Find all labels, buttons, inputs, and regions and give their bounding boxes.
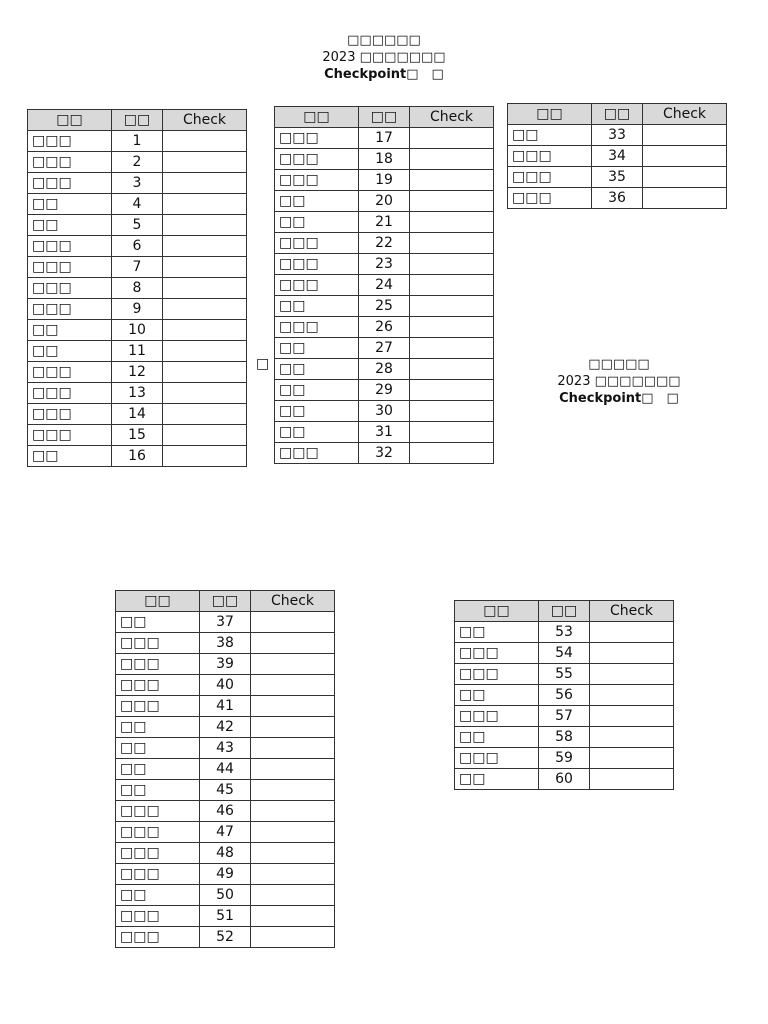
table-row	[455, 748, 674, 769]
number-cell: 31	[359, 422, 410, 443]
check-cell[interactable]	[590, 706, 674, 727]
name-cell: □□□	[28, 425, 112, 446]
table-row	[116, 696, 335, 717]
number-cell: 48	[200, 843, 251, 864]
heading-checkpoint: Checkpoint□ □	[559, 391, 679, 406]
check-cell[interactable]	[163, 215, 247, 236]
table-row	[275, 422, 494, 443]
name-cell: □□□	[508, 167, 592, 188]
roster-table-3	[507, 103, 727, 209]
check-cell[interactable]	[251, 759, 335, 780]
roster-table-2	[274, 106, 494, 464]
table-row	[116, 927, 335, 948]
check-column-header: Check	[643, 104, 727, 125]
number-cell: 59	[539, 748, 590, 769]
name-cell: □□□	[455, 706, 539, 727]
check-cell[interactable]	[410, 401, 494, 422]
name-cell: □□	[116, 612, 200, 633]
number-cell: 50	[200, 885, 251, 906]
table-row	[116, 738, 335, 759]
check-cell[interactable]	[410, 380, 494, 401]
name-cell: □□	[28, 215, 112, 236]
table-row	[28, 194, 247, 215]
table-row	[275, 149, 494, 170]
number-cell: 23	[359, 254, 410, 275]
table-row	[116, 906, 335, 927]
number-cell: 19	[359, 170, 410, 191]
table-row	[275, 128, 494, 149]
number-column-header: □□	[359, 107, 410, 128]
check-cell[interactable]	[163, 383, 247, 404]
check-cell[interactable]	[410, 422, 494, 443]
table-row	[455, 643, 674, 664]
table-row	[275, 254, 494, 275]
table-row	[275, 317, 494, 338]
table-row	[275, 338, 494, 359]
name-cell: □□□	[28, 383, 112, 404]
number-cell: 58	[539, 727, 590, 748]
table-row	[116, 633, 335, 654]
number-cell: 11	[112, 341, 163, 362]
table-row	[28, 383, 247, 404]
check-cell[interactable]	[643, 125, 727, 146]
check-cell[interactable]	[163, 425, 247, 446]
heading-title: □□□□□□	[347, 33, 421, 48]
table-row	[28, 278, 247, 299]
number-cell: 14	[112, 404, 163, 425]
table-row	[28, 362, 247, 383]
name-cell: □□□	[28, 173, 112, 194]
check-cell[interactable]	[163, 236, 247, 257]
name-cell: □□	[116, 780, 200, 801]
check-cell[interactable]	[410, 338, 494, 359]
table-row	[275, 296, 494, 317]
name-cell: □□□	[116, 843, 200, 864]
table-header-row	[455, 601, 674, 622]
name-cell: □□	[116, 717, 200, 738]
number-cell: 43	[200, 738, 251, 759]
number-cell: 57	[539, 706, 590, 727]
table-row	[116, 843, 335, 864]
name-cell: □□□	[28, 236, 112, 257]
name-cell: □□□	[275, 170, 359, 191]
number-cell: 7	[112, 257, 163, 278]
number-cell: 5	[112, 215, 163, 236]
table-row	[275, 233, 494, 254]
name-cell: □□	[116, 885, 200, 906]
check-cell[interactable]	[410, 212, 494, 233]
number-cell: 28	[359, 359, 410, 380]
table-row	[28, 425, 247, 446]
name-cell: □□	[455, 622, 539, 643]
table-row	[116, 717, 335, 738]
name-cell: □□	[116, 738, 200, 759]
number-cell: 27	[359, 338, 410, 359]
number-column-header: □□	[539, 601, 590, 622]
name-cell: □□□	[455, 643, 539, 664]
name-cell: □□□	[28, 131, 112, 152]
table-row	[28, 236, 247, 257]
table-row	[508, 167, 727, 188]
check-cell[interactable]	[163, 194, 247, 215]
check-cell[interactable]	[410, 191, 494, 212]
name-cell: □□□	[275, 317, 359, 338]
table-row	[116, 654, 335, 675]
number-cell: 10	[112, 320, 163, 341]
name-cell: □□□	[275, 149, 359, 170]
number-cell: 29	[359, 380, 410, 401]
table-row	[275, 191, 494, 212]
name-cell: □□□	[28, 152, 112, 173]
table-row	[116, 759, 335, 780]
number-cell: 41	[200, 696, 251, 717]
heading-title: □□□□□	[588, 357, 650, 372]
table-row	[508, 125, 727, 146]
check-column-header: Check	[410, 107, 494, 128]
number-cell: 42	[200, 717, 251, 738]
check-cell[interactable]	[251, 612, 335, 633]
check-cell[interactable]	[251, 822, 335, 843]
number-cell: 34	[592, 146, 643, 167]
name-cell: □□	[455, 685, 539, 706]
number-cell: 33	[592, 125, 643, 146]
check-cell[interactable]	[251, 696, 335, 717]
check-cell[interactable]	[251, 906, 335, 927]
name-cell: □□	[28, 320, 112, 341]
name-cell: □□□	[28, 257, 112, 278]
table-row	[28, 152, 247, 173]
number-cell: 32	[359, 443, 410, 464]
table-row	[455, 664, 674, 685]
name-cell: □□	[275, 191, 359, 212]
check-cell[interactable]	[410, 233, 494, 254]
check-cell[interactable]	[590, 769, 674, 790]
number-cell: 8	[112, 278, 163, 299]
check-cell[interactable]	[251, 864, 335, 885]
name-cell: □□	[275, 296, 359, 317]
table-row	[28, 446, 247, 467]
check-cell[interactable]	[590, 622, 674, 643]
check-cell[interactable]	[590, 664, 674, 685]
number-cell: 60	[539, 769, 590, 790]
checkpoint-heading-right	[519, 356, 719, 407]
table-row	[116, 864, 335, 885]
name-cell: □□□	[275, 254, 359, 275]
check-cell[interactable]	[163, 173, 247, 194]
number-cell: 25	[359, 296, 410, 317]
name-column-header: □□	[508, 104, 592, 125]
check-cell[interactable]	[251, 675, 335, 696]
number-cell: 6	[112, 236, 163, 257]
table-row	[455, 727, 674, 748]
name-cell: □□□	[116, 822, 200, 843]
number-cell: 22	[359, 233, 410, 254]
number-cell: 53	[539, 622, 590, 643]
roster-table-1	[27, 109, 247, 467]
check-cell[interactable]	[251, 738, 335, 759]
roster-table-5	[454, 600, 674, 790]
number-cell: 52	[200, 927, 251, 948]
number-cell: 46	[200, 801, 251, 822]
table-row	[116, 822, 335, 843]
roster-table-4	[115, 590, 335, 948]
check-cell[interactable]	[410, 359, 494, 380]
check-cell[interactable]	[590, 685, 674, 706]
table-row	[28, 341, 247, 362]
name-cell: □□	[508, 125, 592, 146]
number-cell: 45	[200, 780, 251, 801]
check-cell[interactable]	[590, 727, 674, 748]
check-cell[interactable]	[163, 320, 247, 341]
name-cell: □□	[28, 446, 112, 467]
table-row	[116, 801, 335, 822]
name-cell: □□□	[28, 299, 112, 320]
number-cell: 51	[200, 906, 251, 927]
check-cell[interactable]	[410, 149, 494, 170]
check-cell[interactable]	[643, 188, 727, 209]
table-header-row	[116, 591, 335, 612]
name-column-header: □□	[275, 107, 359, 128]
check-column-header: Check	[163, 110, 247, 131]
table-row	[116, 675, 335, 696]
table-row	[275, 380, 494, 401]
number-cell: 18	[359, 149, 410, 170]
heading-subtitle: 2023 □□□□□□□	[322, 50, 446, 65]
table-row	[275, 401, 494, 422]
table-row	[116, 612, 335, 633]
name-cell: □□□	[455, 664, 539, 685]
table-row	[455, 622, 674, 643]
name-cell: □□	[275, 422, 359, 443]
check-cell[interactable]	[410, 170, 494, 191]
heading-subtitle: 2023 □□□□□□□	[557, 374, 681, 389]
name-cell: □□□	[28, 404, 112, 425]
number-cell: 21	[359, 212, 410, 233]
name-cell: □□	[275, 212, 359, 233]
table-row	[116, 885, 335, 906]
number-cell: 1	[112, 131, 163, 152]
check-cell[interactable]	[251, 885, 335, 906]
name-cell: □□□	[508, 146, 592, 167]
number-cell: 2	[112, 152, 163, 173]
table-row	[275, 170, 494, 191]
check-cell[interactable]	[410, 254, 494, 275]
check-cell[interactable]	[643, 167, 727, 188]
table-row	[275, 359, 494, 380]
name-column-header: □□	[455, 601, 539, 622]
number-cell: 35	[592, 167, 643, 188]
name-cell: □□□	[28, 362, 112, 383]
check-cell[interactable]	[163, 278, 247, 299]
number-cell: 39	[200, 654, 251, 675]
number-cell: 54	[539, 643, 590, 664]
name-cell: □□	[455, 727, 539, 748]
name-cell: □□□	[275, 275, 359, 296]
check-column-header: Check	[251, 591, 335, 612]
table-row	[28, 215, 247, 236]
table-row	[28, 299, 247, 320]
name-cell: □□□	[508, 188, 592, 209]
check-cell[interactable]	[251, 927, 335, 948]
number-cell: 9	[112, 299, 163, 320]
table-row	[508, 188, 727, 209]
table-row	[116, 780, 335, 801]
table-row	[28, 131, 247, 152]
name-cell: □□	[275, 338, 359, 359]
name-column-header: □□	[116, 591, 200, 612]
name-cell: □□	[28, 194, 112, 215]
name-cell: □□□	[275, 233, 359, 254]
check-cell[interactable]	[590, 748, 674, 769]
check-cell[interactable]	[410, 317, 494, 338]
table-header-row	[275, 107, 494, 128]
table-row	[455, 685, 674, 706]
number-column-header: □□	[112, 110, 163, 131]
name-cell: □□□	[455, 748, 539, 769]
name-cell: □□	[455, 769, 539, 790]
table-row	[455, 769, 674, 790]
check-cell[interactable]	[163, 362, 247, 383]
name-cell: □□□	[116, 864, 200, 885]
number-cell: 4	[112, 194, 163, 215]
number-cell: 13	[112, 383, 163, 404]
name-cell: □□□	[116, 696, 200, 717]
check-cell[interactable]	[251, 654, 335, 675]
number-cell: 36	[592, 188, 643, 209]
check-cell[interactable]	[163, 446, 247, 467]
name-cell: □□□	[275, 128, 359, 149]
number-cell: 16	[112, 446, 163, 467]
number-cell: 3	[112, 173, 163, 194]
check-cell[interactable]	[251, 780, 335, 801]
heading-checkpoint: Checkpoint□ □	[324, 67, 444, 82]
number-cell: 56	[539, 685, 590, 706]
name-cell: □□□	[116, 675, 200, 696]
table-row	[275, 212, 494, 233]
check-cell[interactable]	[410, 275, 494, 296]
number-cell: 30	[359, 401, 410, 422]
table-row	[275, 275, 494, 296]
check-cell[interactable]	[590, 643, 674, 664]
number-cell: 38	[200, 633, 251, 654]
number-cell: 49	[200, 864, 251, 885]
table-header-row	[508, 104, 727, 125]
check-cell[interactable]	[163, 341, 247, 362]
table-row	[275, 443, 494, 464]
table-row	[28, 404, 247, 425]
number-column-header: □□	[200, 591, 251, 612]
name-cell: □□	[275, 380, 359, 401]
check-column-header: Check	[590, 601, 674, 622]
number-column-header: □□	[592, 104, 643, 125]
name-cell: □□□	[116, 927, 200, 948]
table-row	[28, 257, 247, 278]
name-cell: □□□	[275, 443, 359, 464]
number-cell: 12	[112, 362, 163, 383]
name-column-header: □□	[28, 110, 112, 131]
number-cell: 26	[359, 317, 410, 338]
number-cell: 55	[539, 664, 590, 685]
check-cell[interactable]	[163, 299, 247, 320]
check-cell[interactable]	[410, 296, 494, 317]
name-cell: □□□	[116, 633, 200, 654]
name-cell: □□□	[116, 906, 200, 927]
number-cell: 40	[200, 675, 251, 696]
check-cell[interactable]	[251, 843, 335, 864]
check-cell[interactable]	[163, 257, 247, 278]
name-cell: □□	[275, 359, 359, 380]
number-cell: 15	[112, 425, 163, 446]
check-cell[interactable]	[410, 443, 494, 464]
table-row	[455, 706, 674, 727]
table-row	[508, 146, 727, 167]
name-cell: □□□	[116, 654, 200, 675]
number-cell: 44	[200, 759, 251, 780]
check-cell[interactable]	[643, 146, 727, 167]
name-cell: □□	[116, 759, 200, 780]
check-cell[interactable]	[163, 404, 247, 425]
number-cell: 47	[200, 822, 251, 843]
check-cell[interactable]	[251, 717, 335, 738]
name-cell: □□□	[28, 278, 112, 299]
number-cell: 37	[200, 612, 251, 633]
table-row	[28, 320, 247, 341]
table-header-row	[28, 110, 247, 131]
checkpoint-heading-top	[284, 32, 484, 83]
check-cell[interactable]	[163, 131, 247, 152]
name-cell: □□	[275, 401, 359, 422]
name-cell: □□	[28, 341, 112, 362]
stray-glyph: □	[256, 356, 270, 372]
number-cell: 20	[359, 191, 410, 212]
name-cell: □□□	[116, 801, 200, 822]
check-cell[interactable]	[163, 152, 247, 173]
number-cell: 24	[359, 275, 410, 296]
check-cell[interactable]	[410, 128, 494, 149]
check-cell[interactable]	[251, 801, 335, 822]
table-row	[28, 173, 247, 194]
check-cell[interactable]	[251, 633, 335, 654]
number-cell: 17	[359, 128, 410, 149]
